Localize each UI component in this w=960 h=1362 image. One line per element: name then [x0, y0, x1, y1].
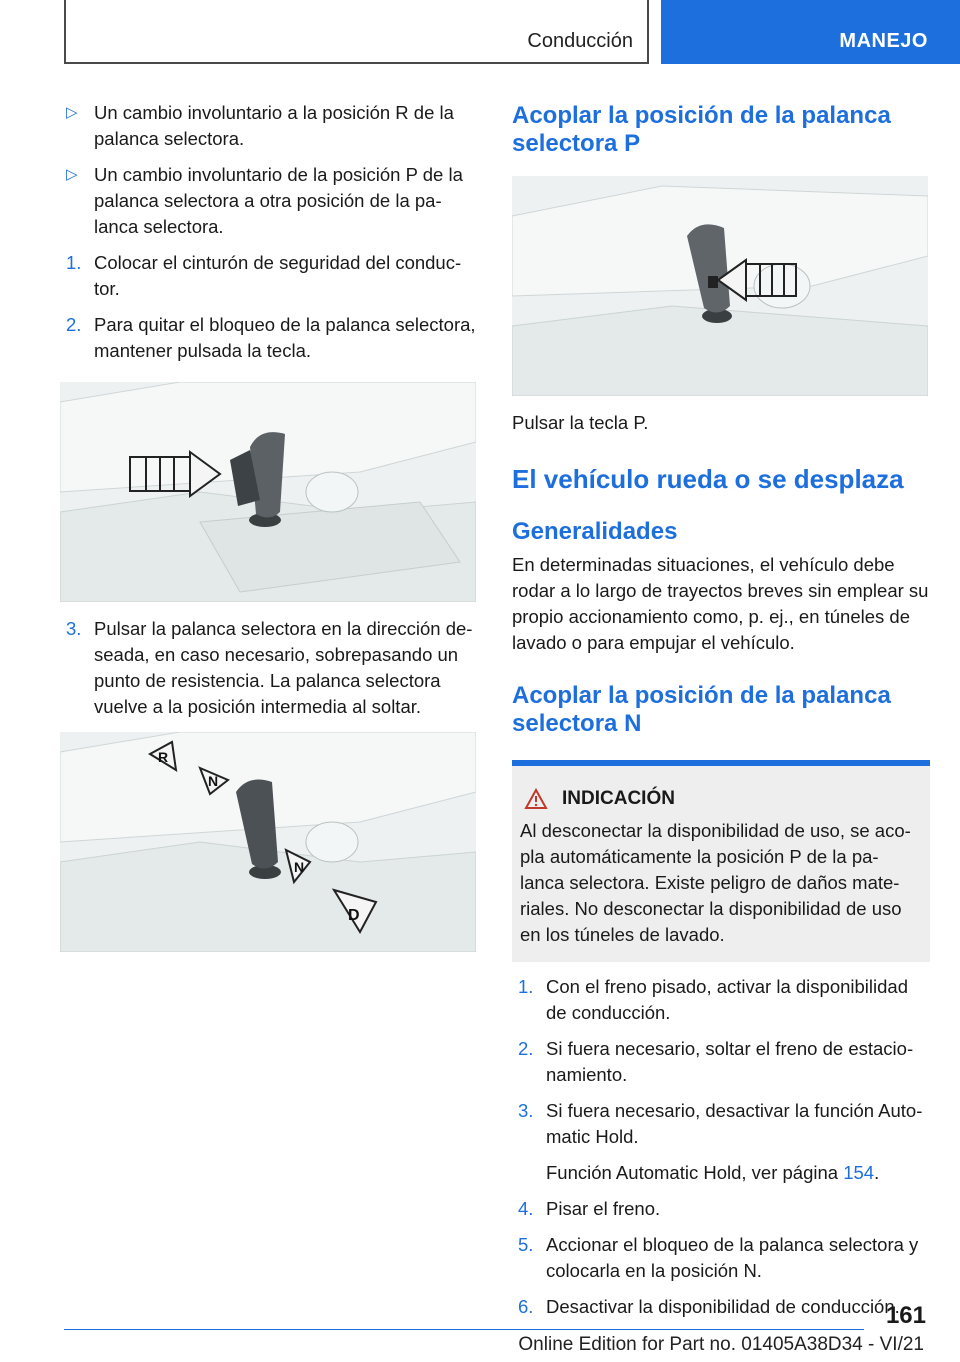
list-item	[60, 162, 478, 240]
page-link[interactable]: 154	[843, 1162, 875, 1183]
heading-vehicle-rolls: El vehículo rueda o se desplaza	[512, 464, 904, 494]
bullet-text: Un cambio involuntario de la posición P de la palanca selectora a otra posición de la pa- lanca selectora.	[94, 164, 463, 237]
step-item	[512, 1196, 930, 1222]
step-text: Desactivar la disponibilidad de conducción.	[546, 1296, 900, 1317]
right-column	[512, 100, 930, 1330]
footer-divider	[64, 1329, 864, 1330]
page-number: 161	[885, 1302, 926, 1329]
fig-label-r: R	[158, 749, 169, 765]
step-number: 4.	[518, 1198, 534, 1219]
step-text: Colocar el cinturón de seguridad del conduc- tor.	[94, 252, 462, 299]
step-text: Con el freno pisado, activar la disponibilidad de conducción.	[546, 976, 908, 1023]
cross-reference	[512, 1160, 930, 1186]
fig-label-n-down: N	[294, 859, 305, 875]
step-number: 3.	[518, 1100, 534, 1121]
step-item	[512, 1232, 930, 1284]
xref-text: Función Automatic Hold, ver página	[546, 1162, 844, 1183]
step-number: 5.	[518, 1234, 534, 1255]
note-text: Al desconectar la disponibilidad de uso, se aco- pla automáticamente la posición P de la pa- lanca selectora. Existe peligro de daños mate- riales. No desconectar la disponibilidad de uso en los túneles de lavado.	[520, 820, 911, 945]
step-text: Si fuera necesario, desactivar la función Auto- matic Hold.	[546, 1100, 923, 1147]
p-button-image	[512, 176, 928, 396]
fig-label-d: D	[348, 907, 360, 924]
step-item	[60, 250, 478, 302]
caption-press-p: Pulsar la tecla P.	[512, 412, 649, 433]
step-number: 1.	[66, 252, 82, 273]
step-item	[512, 1098, 930, 1150]
step-item	[512, 1036, 930, 1088]
step-text: Accionar el bloqueo de la palanca selectora y colocarla en la posición N.	[546, 1234, 919, 1281]
step-number: 2.	[66, 314, 82, 335]
step-item	[60, 616, 478, 720]
step-number: 1.	[518, 976, 534, 997]
triangle-bullet-icon: ▷	[66, 104, 78, 121]
step-number: 2.	[518, 1038, 534, 1059]
left-column	[60, 100, 478, 952]
step-item	[512, 1294, 930, 1320]
gear-selector-directions-image	[60, 732, 476, 952]
heading-engage-p: Acoplar la posición de la palanca selectora P	[512, 102, 891, 157]
step-text: Pulsar la palanca selectora en la dirección de- seada, en caso necesario, sobrepasando un punto de resistencia. La palanca selectora vuelve a la posición intermedia al soltar.	[94, 618, 473, 717]
chapter-tab-label: MANEJO	[839, 30, 928, 52]
heading-engage-n: Acoplar la posición de la palanca selectora N	[512, 682, 891, 737]
section-title: Conducción	[527, 30, 633, 52]
step-item	[60, 312, 478, 364]
fig-label-n-up: N	[208, 773, 219, 789]
step-item	[512, 974, 930, 1026]
edition-text: Online Edition for Part no. 01405A38D34 - VI/21	[518, 1334, 924, 1355]
step-number: 6.	[518, 1296, 534, 1317]
general-paragraph: En determinadas situaciones, el vehículo debe rodar a lo largo de trayectos breves sin emplear su propio accionamiento como, p. ej., en túneles de lavado o para empujar el vehículo.	[512, 554, 929, 653]
note-box	[512, 760, 930, 962]
note-title: INDICACIÓN	[562, 788, 675, 809]
bullet-text: Un cambio involuntario a la posición R de la palanca selectora.	[94, 102, 454, 149]
list-item	[60, 100, 478, 152]
header-section-box	[64, 0, 649, 64]
step-number: 3.	[66, 618, 82, 639]
triangle-bullet-icon: ▷	[66, 166, 78, 183]
step-text: Para quitar el bloqueo de la palanca selectora, mantener pulsada la tecla.	[94, 314, 476, 361]
gear-selector-unlock-image	[60, 382, 476, 602]
step-text: Si fuera necesario, soltar el freno de estacio- namiento.	[546, 1038, 914, 1085]
xref-suffix: .	[874, 1162, 880, 1183]
heading-general: Generalidades	[512, 518, 678, 545]
warning-triangle-icon	[524, 788, 548, 810]
step-text: Pisar el freno.	[546, 1198, 661, 1219]
chapter-tab[interactable]	[661, 0, 960, 64]
